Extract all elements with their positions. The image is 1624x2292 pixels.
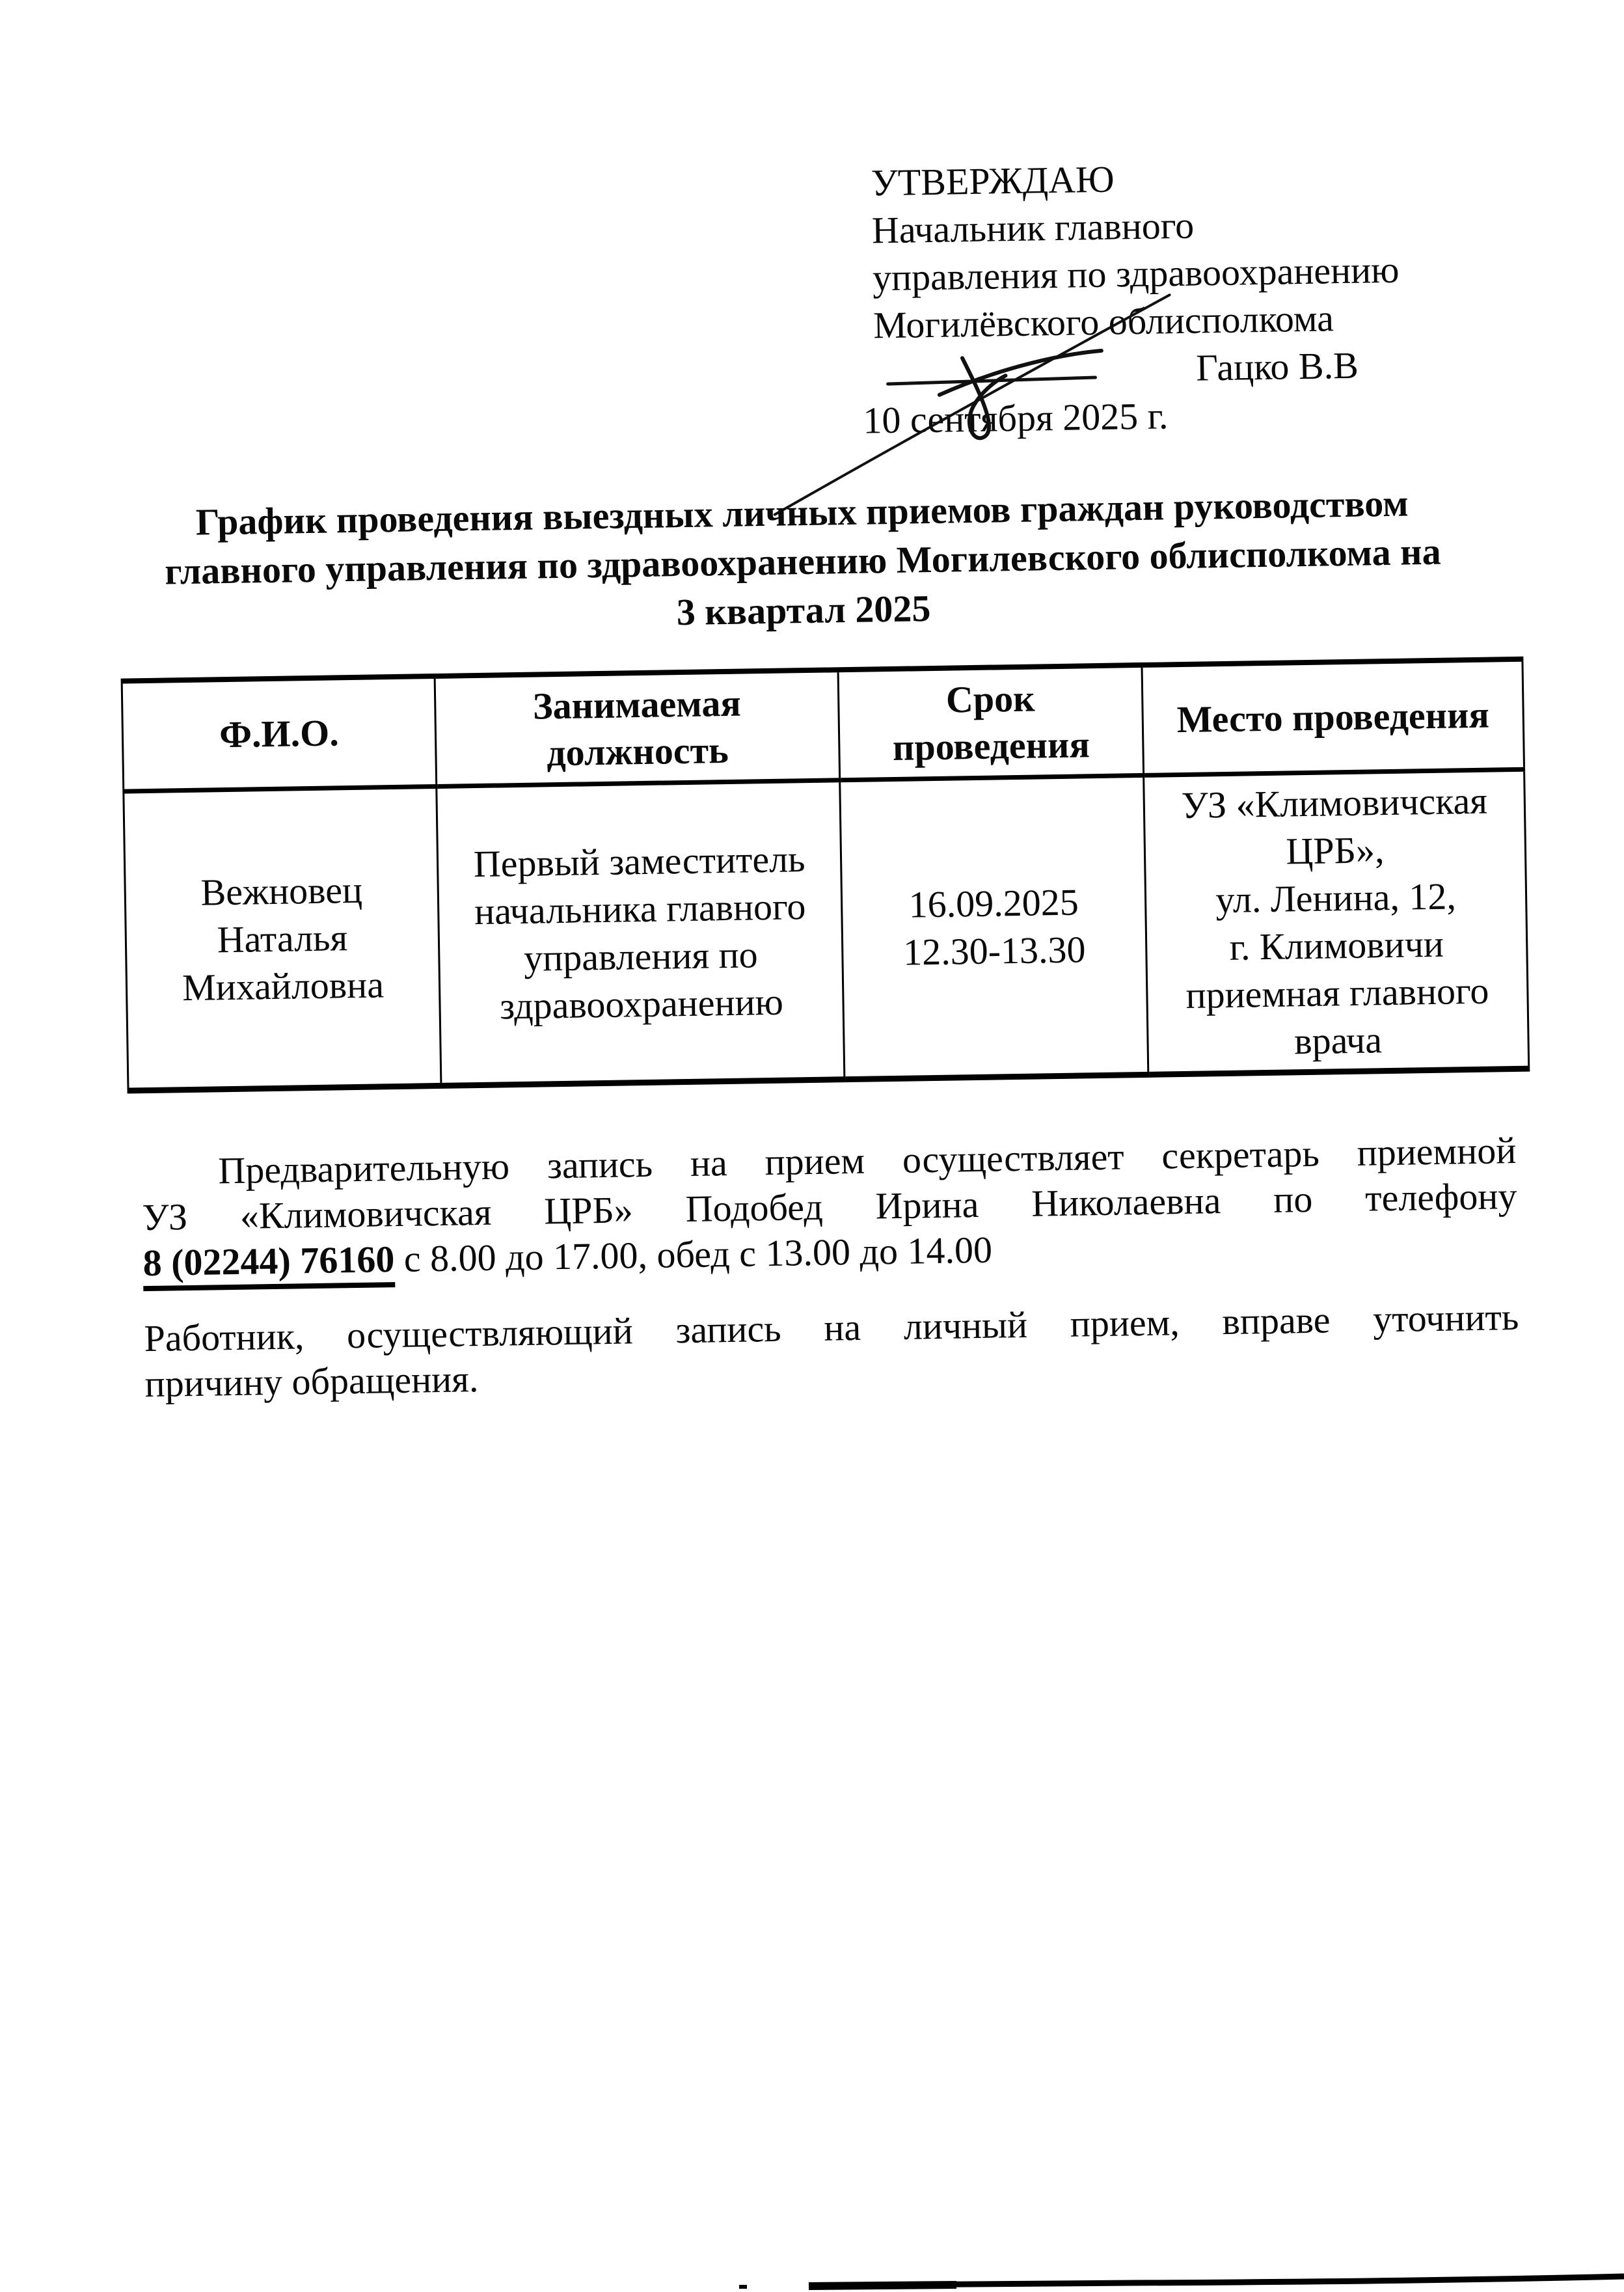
header-place: Место проведения [1142, 659, 1524, 776]
schedule-table [121, 657, 1530, 1094]
phone-number: 8 (02244) 76160 [142, 1238, 395, 1291]
paragraph-line: причину обращения. [144, 1357, 479, 1406]
signer-name: Гацко В.В [1195, 344, 1359, 389]
header-fio: Ф.И.О. [122, 676, 437, 791]
working-hours: с 8.00 до 17.00, обед с 13.00 до 14.00 [394, 1228, 993, 1281]
approval-status: УТВЕРЖДАЮ [871, 157, 1115, 204]
approval-position-line: Начальник главного [871, 204, 1195, 252]
header-position: Занимаемая должность [435, 670, 840, 786]
approval-position-line: Могилёвского облисполкома [873, 297, 1334, 347]
cell-position: Первый заместитель начальника главного управления по здравоохранению [437, 780, 845, 1086]
paragraph-line: Предварительную запись на прием осуществляет секретарь приемной [217, 1129, 1517, 1192]
doc-title: График проведения выездных личных приемов граждан руководством главного управления по здравоохранению Могилевского облисполкома на 3 квартал 2025 [164, 482, 1442, 634]
header-term: Срок проведения [838, 665, 1144, 780]
paragraph-line: Работник, осуществляющий запись на личный прием, вправе уточнить [144, 1295, 1519, 1360]
cell-term: 16.09.2025 12.30-13.30 [840, 775, 1148, 1079]
approval-date: 10 сентября 2025 г. [862, 394, 1169, 442]
approval-block [862, 150, 1487, 444]
cell-place: УЗ «Климовичская ЦРБ», ул. Ленина, 12, г. Климовичи приемная главного врача [1144, 769, 1529, 1074]
paragraph-booking [141, 1128, 1518, 1286]
table-header-row [122, 659, 1524, 791]
table-row [124, 769, 1529, 1091]
paragraph-line: УЗ «Климовичская ЦРБ» Подобед Ирина Николаевна по телефону [142, 1174, 1517, 1239]
cell-fio: Вежновец Наталья Михайловна [124, 786, 441, 1090]
approval-position-line: управления по здравоохранению [872, 248, 1400, 299]
paragraph-clarify [144, 1294, 1520, 1407]
